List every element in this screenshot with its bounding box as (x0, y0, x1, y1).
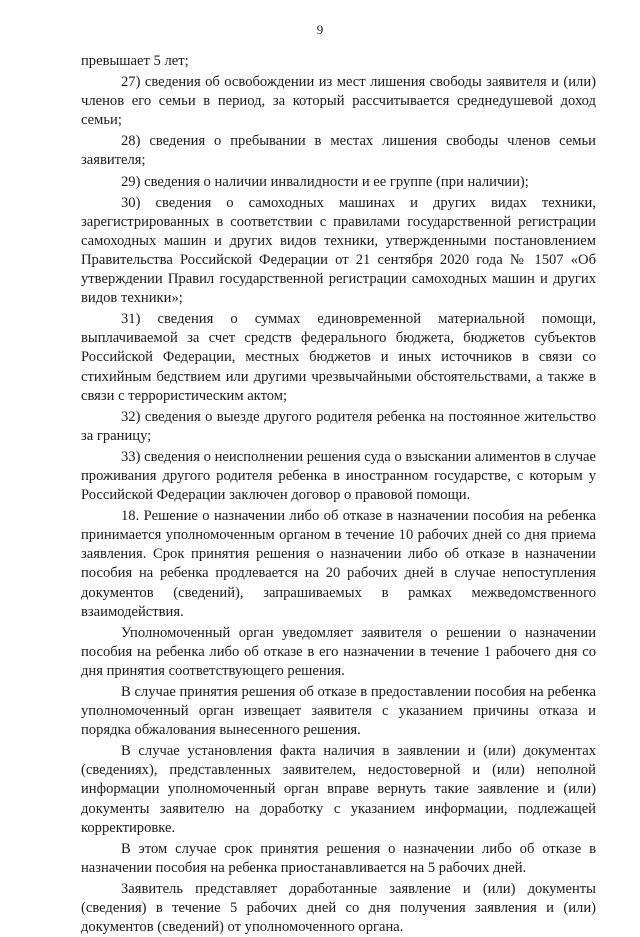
paragraph-item-31: 31) сведения о суммах единовременной материальной помощи, выплачиваемой за счет средств федерального бюджета, бюджетов субъектов Российской Федерации, местных бюджетов и иных источников в связи со стихийным бедствием или другими чрезвычайными обстоятельствами, а также в связи с террористическим актом; (81, 311, 596, 404)
paragraph-item-28: 28) сведения о пребывании в местах лишения свободы членов семьи заявителя; (81, 133, 596, 169)
paragraph-section-18: 18. Решение о назначении либо об отказе в назначении пособия на ребенка принимается уполномоченным органом в течение 10 рабочих дней со дня приема заявления. Срок принятия решения о назначении либо об отказе в назначении пособия на ребенка продлевается на 20 рабочих дней в случае непоступления документов (сведений), запрашиваемых в рамках межведомственного взаимодействия. (81, 508, 596, 620)
paragraph-item-30: 30) сведения о самоходных машинах и других видах техники, зарегистрированных в соответствии с правилами государственной регистрации самоходных машин и других видов техники, утвержденными постановлением Правительства Российской Федерации от 21 сентября 2020 года № 1507 «Об утверждении Правил государственной регистрации самоходных машин и других видов техники»; (81, 194, 596, 307)
paragraph-item-29: 29) сведения о наличии инвалидности и ее группе (при наличии); (121, 173, 529, 190)
paragraph-suspension: В этом случае срок принятия решения о назначении либо об отказе в назначении пособия на ребенка приостанавливается на 5 рабочих дней. (81, 840, 596, 876)
paragraph-return-for-revision: В случае установления факта наличия в заявлении и (или) документах (сведениях), представленных заявителем, недостоверной и (или) неполной информации уполномоченный орган вправе вернуть такие заявление и (или) документы заявителю на доработку с указанием информации, подлежащей корректировке. (81, 743, 596, 836)
paragraph-resubmission: Заявитель представляет доработанные заявление и (или) документы (сведения) в течение 5 рабочих дней со дня получения заявления и (или) документов (сведений) от уполномоченного органа. (81, 880, 596, 936)
page-number: 9 (316, 22, 324, 37)
document-body (81, 52, 596, 937)
paragraph-refusal: В случае принятия решения об отказе в предоставлении пособия на ребенка уполномоченный орган извещает заявителя с указанием причины отказа и порядка обжалования вынесенного решения. (81, 684, 596, 739)
paragraph-notification: Уполномоченный орган уведомляет заявителя о решении о назначении пособия на ребенка либо об отказе в его назначении в течение 1 рабочего дня со дня принятия соответствующего решения. (81, 624, 596, 679)
paragraph-item-32: 32) сведения о выезде другого родителя ребенка на постоянное жительство за границу; (81, 408, 596, 444)
paragraph-item-27: 27) сведения об освобождении из мест лишения свободы заявителя и (или) членов его семьи в период, за который рассчитывается среднедушевой доход семьи; (81, 74, 596, 129)
paragraph-continuation: превышает 5 лет; (81, 53, 189, 69)
paragraph-item-33: 33) сведения о неисполнении решения суда о взыскании алиментов в случае проживания другого родителя ребенка в иностранном государстве, с которым у Российской Федерации заключен договор о правовой помощи. (81, 448, 596, 504)
